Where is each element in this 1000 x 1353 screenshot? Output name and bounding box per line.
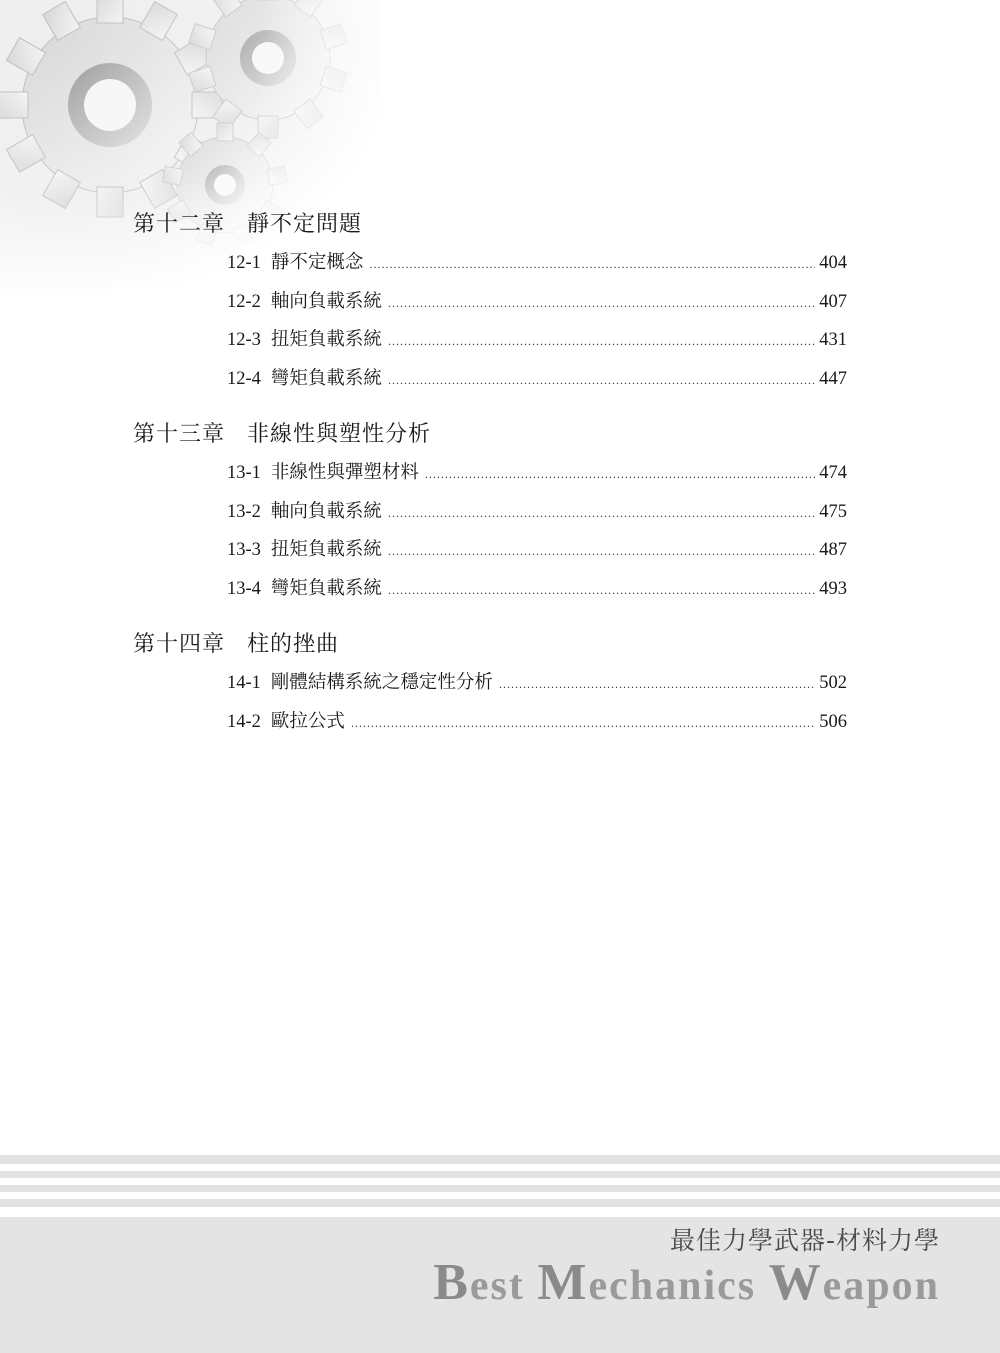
footer-stripe	[0, 1185, 1000, 1192]
table-of-contents	[133, 206, 847, 759]
section-title: 彎矩負載系統	[270, 367, 382, 389]
dot-leader	[388, 361, 815, 400]
footer-stripe	[0, 1199, 1000, 1207]
chapter-12	[133, 206, 847, 398]
toc-entry	[227, 531, 847, 570]
toc-entry	[227, 244, 847, 283]
chapter-14	[133, 626, 847, 741]
footer-stripe	[0, 1171, 1000, 1178]
section-number: 13-3	[227, 540, 261, 560]
section-number: 13-2	[227, 501, 261, 522]
section-title: 剛體結構系統之穩定性分析	[270, 672, 493, 693]
toc-entry	[227, 360, 847, 399]
page-number: 404	[819, 253, 847, 273]
dot-leader	[388, 571, 815, 610]
page-number: 431	[819, 330, 847, 350]
book-title: 最佳力學武器-材料力學	[669, 1226, 940, 1255]
dot-leader	[388, 322, 815, 361]
page-number: 493	[819, 578, 847, 599]
chapter-title: 非線性與塑性分析	[247, 422, 432, 447]
toc-entry	[227, 493, 847, 532]
section-number: 14-1	[227, 673, 261, 693]
dot-leader	[388, 532, 815, 571]
section-title: 非線性與彈塑材料	[270, 462, 419, 483]
toc-entry	[227, 703, 847, 742]
section-number: 12-3	[227, 330, 261, 350]
section-title: 彎矩負載系統	[270, 577, 382, 599]
footer-stripe	[0, 1155, 1000, 1164]
toc-entry	[227, 664, 847, 703]
chapter-heading	[133, 626, 847, 664]
toc-entry	[227, 321, 847, 360]
page-number: 502	[819, 673, 847, 693]
page-footer	[0, 1155, 1000, 1353]
section-number: 14-2	[227, 711, 261, 732]
toc-entry	[227, 283, 847, 322]
section-title: 軸向負載系統	[270, 290, 382, 312]
section-title: 軸向負載系統	[270, 500, 382, 522]
dot-leader	[388, 284, 815, 323]
chapter-heading	[133, 206, 847, 244]
page-number: 447	[819, 368, 847, 389]
section-title: 歐拉公式	[270, 710, 345, 732]
section-number: 13-4	[227, 578, 261, 599]
section-number: 13-1	[227, 463, 261, 483]
toc-entry	[227, 570, 847, 609]
dot-leader	[499, 665, 815, 704]
dot-leader	[369, 245, 815, 284]
chapter-number: 第十四章	[133, 632, 226, 657]
dot-leader	[351, 704, 815, 743]
section-number: 12-1	[227, 253, 261, 273]
section-title: 靜不定概念	[270, 252, 364, 273]
chapter-number: 第十二章	[133, 212, 226, 237]
chapter-title: 靜不定問題	[247, 212, 363, 237]
page-number: 487	[819, 540, 847, 560]
section-number: 12-2	[227, 291, 261, 312]
page-number: 474	[819, 463, 847, 483]
dot-leader	[388, 494, 815, 533]
section-number: 12-4	[227, 368, 261, 389]
page-number: 506	[819, 711, 847, 732]
section-title: 扭矩負載系統	[270, 539, 382, 560]
page-number: 407	[819, 291, 847, 312]
dot-leader	[425, 455, 815, 494]
section-title: 扭矩負載系統	[270, 329, 382, 350]
toc-entry	[227, 454, 847, 493]
chapter-13	[133, 416, 847, 608]
chapter-number: 第十三章	[133, 422, 226, 447]
book-title-english: Best Mechanics Weapon	[433, 1254, 940, 1311]
chapter-heading	[133, 416, 847, 454]
chapter-title: 柱的挫曲	[247, 632, 340, 657]
page-number: 475	[819, 501, 847, 522]
